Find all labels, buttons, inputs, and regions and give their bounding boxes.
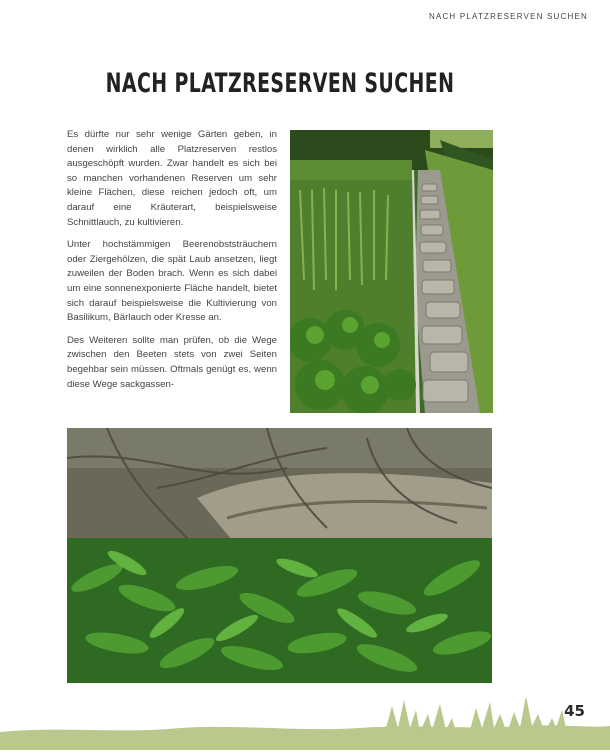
garden-path-photo bbox=[290, 130, 493, 413]
running-head: NACH PLATZRESERVEN SUCHEN bbox=[428, 12, 588, 21]
body-text bbox=[67, 128, 277, 400]
page-title: NACH PLATZRESERVEN SUCHEN bbox=[105, 68, 455, 99]
paragraph-1: Es dürfte nur sehr wenige Gärten geben, in denen wirklich alle Platzreserven restlos ausgeschöpft wurden. Zwar handelt es sich bei so manchen vorhandenen Reserven um sehr kleine Flächen, diese reichen jedoch oft, um darauf eine Kräuterart, beispielsweise Schnittlauch, zu kultivieren. bbox=[67, 129, 277, 228]
page-number: 45 bbox=[564, 702, 585, 720]
paragraph-3: Des Weiteren sollte man prüfen, ob die Wege zwischen den Beeten stets von zwei Seiten begehbar sein müssen. Oftmals genügt es, wenn diese Wege sackgassen- bbox=[67, 334, 277, 390]
wild-garlic-photo bbox=[67, 428, 492, 683]
footer-grass-band bbox=[0, 688, 610, 750]
paragraph-2: Unter hochstämmigen Beerenobststräuchern oder Ziergehölzen, die spät Laub ansetzen, liegt zuweilen der Boden brach. Wenn es sich dabei um eine sonnenexponierte Fläche handelt, bietet sich darauf beispielsweise die Kultivierung von Basilikum, Bärlauch oder Kresse an. bbox=[67, 239, 277, 324]
